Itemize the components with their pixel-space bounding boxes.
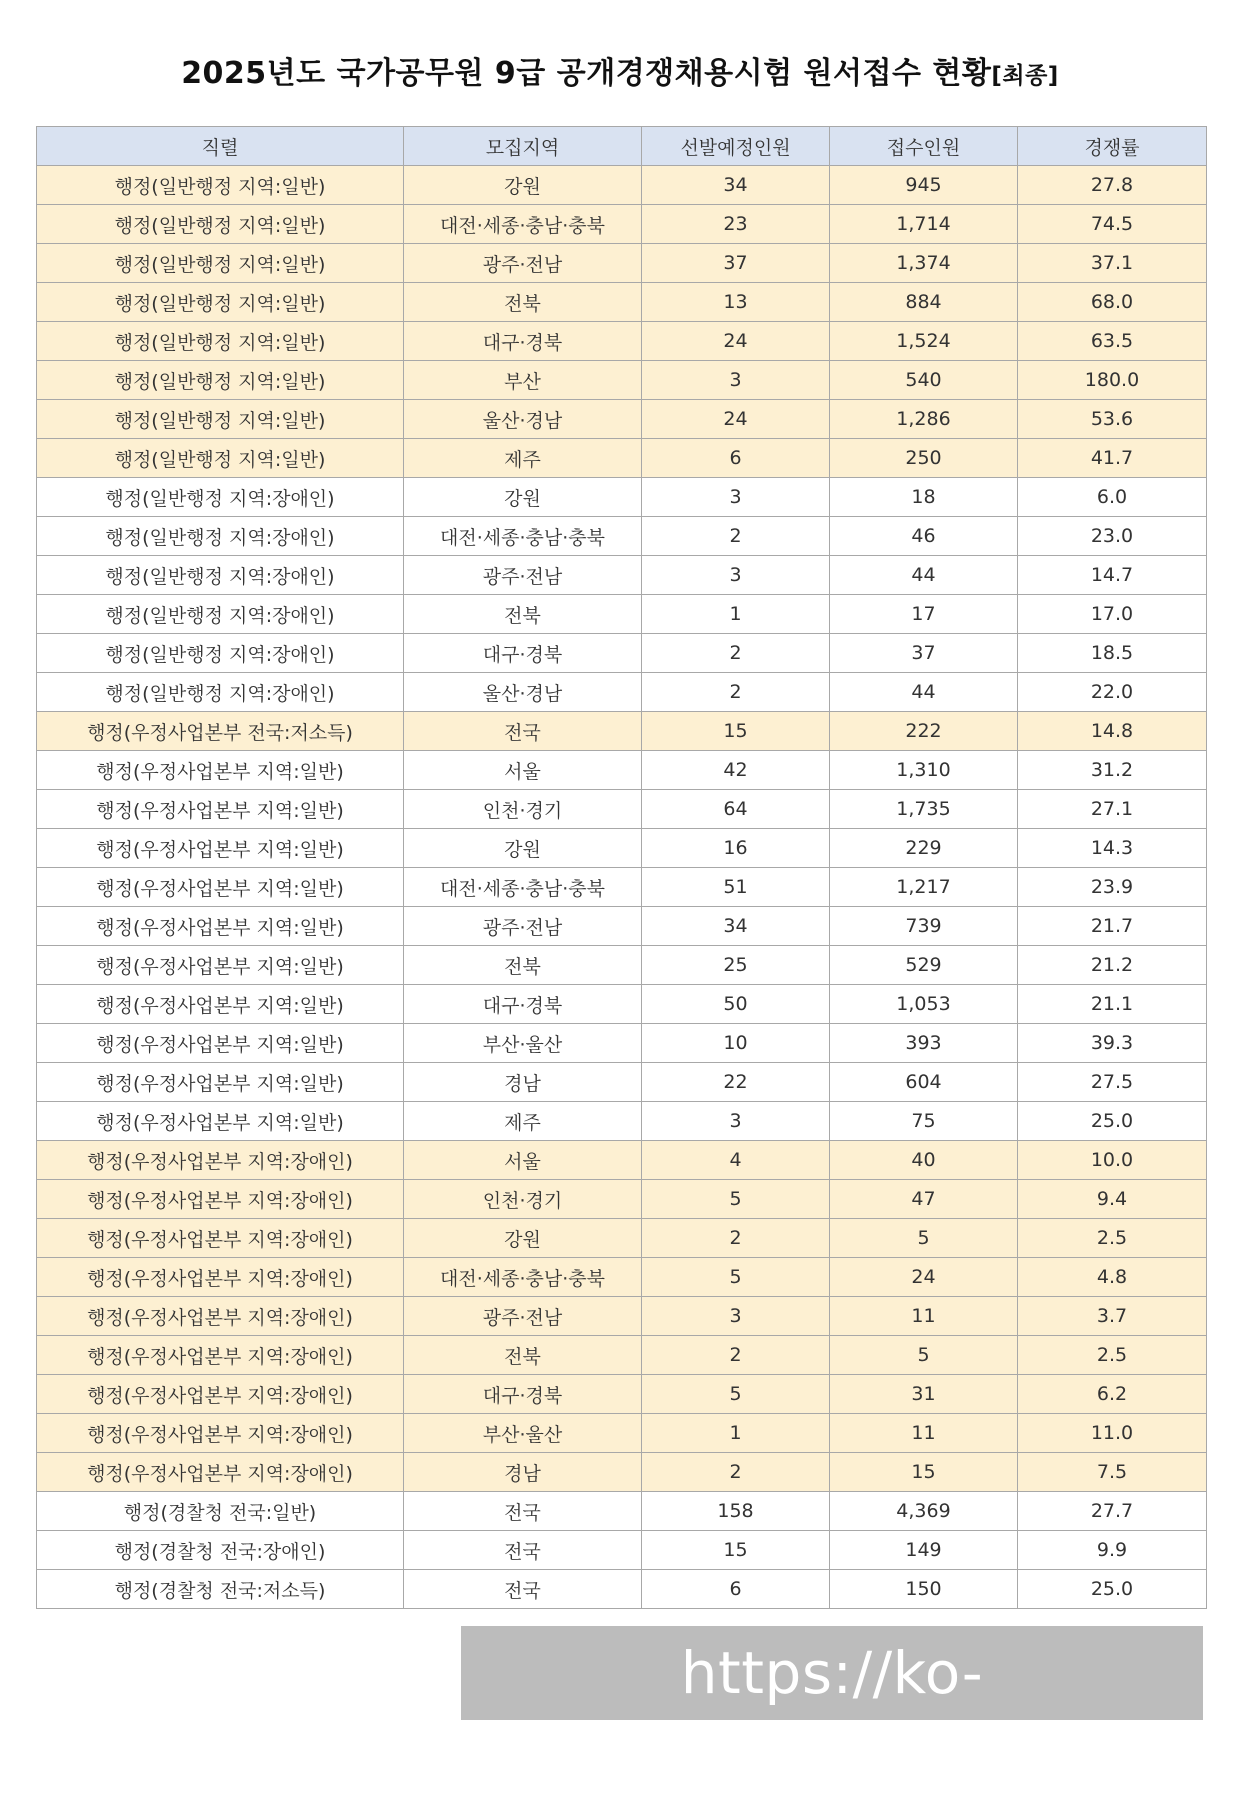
cell-ratio: 2.5 (1018, 1219, 1207, 1258)
cell-applicants: 1,714 (830, 205, 1018, 244)
cell-region: 전국 (404, 1570, 642, 1609)
cell-applicants: 11 (830, 1414, 1018, 1453)
cell-ratio: 6.0 (1018, 478, 1207, 517)
cell-region: 대구·경북 (404, 985, 642, 1024)
cell-applicants: 540 (830, 361, 1018, 400)
cell-planned: 3 (642, 1297, 830, 1336)
cell-series: 행정(우정사업본부 지역:장애인) (37, 1141, 404, 1180)
cell-planned: 16 (642, 829, 830, 868)
table-row (37, 1375, 1207, 1414)
cell-applicants: 1,735 (830, 790, 1018, 829)
cell-region: 대구·경북 (404, 634, 642, 673)
cell-region: 제주 (404, 439, 642, 478)
cell-ratio: 27.8 (1018, 166, 1207, 205)
cell-region: 부산·울산 (404, 1414, 642, 1453)
table-row (37, 907, 1207, 946)
cell-region: 대구·경북 (404, 322, 642, 361)
cell-series: 행정(우정사업본부 지역:일반) (37, 1024, 404, 1063)
table-row (37, 478, 1207, 517)
cell-planned: 2 (642, 634, 830, 673)
cell-series: 행정(우정사업본부 지역:장애인) (37, 1336, 404, 1375)
table-row (37, 439, 1207, 478)
cell-planned: 1 (642, 595, 830, 634)
cell-planned: 15 (642, 1531, 830, 1570)
cell-ratio: 31.2 (1018, 751, 1207, 790)
cell-region: 대전·세종·충남·충북 (404, 868, 642, 907)
cell-region: 광주·전남 (404, 1297, 642, 1336)
cell-planned: 34 (642, 907, 830, 946)
cell-series: 행정(우정사업본부 지역:장애인) (37, 1219, 404, 1258)
cell-planned: 2 (642, 1453, 830, 1492)
cell-region: 전국 (404, 1531, 642, 1570)
cell-series: 행정(우정사업본부 지역:장애인) (37, 1414, 404, 1453)
header-applicants: 접수인원 (830, 127, 1018, 166)
cell-planned: 2 (642, 1219, 830, 1258)
cell-ratio: 37.1 (1018, 244, 1207, 283)
cell-planned: 24 (642, 322, 830, 361)
table-row (37, 1258, 1207, 1297)
cell-ratio: 53.6 (1018, 400, 1207, 439)
cell-ratio: 74.5 (1018, 205, 1207, 244)
table-row (37, 361, 1207, 400)
cell-region: 강원 (404, 1219, 642, 1258)
table-row (37, 517, 1207, 556)
cell-applicants: 529 (830, 946, 1018, 985)
cell-region: 경남 (404, 1063, 642, 1102)
cell-planned: 6 (642, 1570, 830, 1609)
table-row (37, 1219, 1207, 1258)
cell-applicants: 1,286 (830, 400, 1018, 439)
cell-region: 전국 (404, 1492, 642, 1531)
cell-applicants: 47 (830, 1180, 1018, 1219)
cell-applicants: 15 (830, 1453, 1018, 1492)
cell-ratio: 17.0 (1018, 595, 1207, 634)
cell-series: 행정(우정사업본부 전국:저소득) (37, 712, 404, 751)
cell-planned: 42 (642, 751, 830, 790)
table-row (37, 1102, 1207, 1141)
table-row (37, 205, 1207, 244)
cell-region: 인천·경기 (404, 790, 642, 829)
table-row (37, 1297, 1207, 1336)
cell-planned: 15 (642, 712, 830, 751)
cell-applicants: 11 (830, 1297, 1018, 1336)
cell-applicants: 884 (830, 283, 1018, 322)
cell-ratio: 10.0 (1018, 1141, 1207, 1180)
cell-planned: 158 (642, 1492, 830, 1531)
table-row (37, 1570, 1207, 1609)
header-ratio: 경쟁률 (1018, 127, 1207, 166)
cell-region: 전북 (404, 283, 642, 322)
cell-ratio: 2.5 (1018, 1336, 1207, 1375)
cell-planned: 5 (642, 1375, 830, 1414)
cell-series: 행정(우정사업본부 지역:장애인) (37, 1258, 404, 1297)
cell-planned: 4 (642, 1141, 830, 1180)
cell-planned: 3 (642, 556, 830, 595)
cell-applicants: 75 (830, 1102, 1018, 1141)
cell-ratio: 6.2 (1018, 1375, 1207, 1414)
cell-ratio: 68.0 (1018, 283, 1207, 322)
cell-ratio: 11.0 (1018, 1414, 1207, 1453)
cell-series: 행정(일반행정 지역:장애인) (37, 478, 404, 517)
table-row (37, 1414, 1207, 1453)
table-row (37, 595, 1207, 634)
title-suffix: [최종] (991, 63, 1059, 89)
cell-planned: 1 (642, 1414, 830, 1453)
cell-region: 부산 (404, 361, 642, 400)
cell-region: 전북 (404, 1336, 642, 1375)
cell-series: 행정(일반행정 지역:일반) (37, 322, 404, 361)
cell-series: 행정(일반행정 지역:장애인) (37, 517, 404, 556)
cell-region: 부산·울산 (404, 1024, 642, 1063)
cell-region: 서울 (404, 1141, 642, 1180)
cell-series: 행정(일반행정 지역:장애인) (37, 634, 404, 673)
cell-planned: 6 (642, 439, 830, 478)
cell-region: 강원 (404, 166, 642, 205)
table-row (37, 322, 1207, 361)
cell-applicants: 44 (830, 673, 1018, 712)
title-main: 2025년도 국가공무원 9급 공개경쟁채용시험 원서접수 현황 (181, 56, 992, 91)
cell-ratio: 25.0 (1018, 1570, 1207, 1609)
table-row (37, 1141, 1207, 1180)
cell-planned: 25 (642, 946, 830, 985)
cell-ratio: 23.9 (1018, 868, 1207, 907)
cell-ratio: 180.0 (1018, 361, 1207, 400)
cell-applicants: 5 (830, 1336, 1018, 1375)
cell-planned: 3 (642, 1102, 830, 1141)
table-header-row (37, 127, 1207, 166)
cell-region: 광주·전남 (404, 244, 642, 283)
header-planned: 선발예정인원 (642, 127, 830, 166)
cell-series: 행정(일반행정 지역:일반) (37, 361, 404, 400)
table-row (37, 712, 1207, 751)
cell-region: 대전·세종·충남·충북 (404, 205, 642, 244)
cell-series: 행정(일반행정 지역:장애인) (37, 595, 404, 634)
cell-planned: 3 (642, 361, 830, 400)
cell-series: 행정(우정사업본부 지역:일반) (37, 946, 404, 985)
cell-applicants: 229 (830, 829, 1018, 868)
cell-applicants: 4,369 (830, 1492, 1018, 1531)
cell-series: 행정(우정사업본부 지역:일반) (37, 829, 404, 868)
cell-applicants: 31 (830, 1375, 1018, 1414)
cell-planned: 34 (642, 166, 830, 205)
cell-series: 행정(우정사업본부 지역:일반) (37, 907, 404, 946)
cell-planned: 13 (642, 283, 830, 322)
cell-series: 행정(우정사업본부 지역:장애인) (37, 1453, 404, 1492)
cell-ratio: 23.0 (1018, 517, 1207, 556)
cell-applicants: 40 (830, 1141, 1018, 1180)
table-row (37, 868, 1207, 907)
cell-ratio: 41.7 (1018, 439, 1207, 478)
cell-ratio: 27.1 (1018, 790, 1207, 829)
cell-series: 행정(경찰청 전국:장애인) (37, 1531, 404, 1570)
cell-region: 전북 (404, 946, 642, 985)
cell-planned: 37 (642, 244, 830, 283)
header-series: 직렬 (37, 127, 404, 166)
cell-applicants: 150 (830, 1570, 1018, 1609)
table-row (37, 556, 1207, 595)
cell-ratio: 7.5 (1018, 1453, 1207, 1492)
cell-region: 서울 (404, 751, 642, 790)
cell-series: 행정(우정사업본부 지역:장애인) (37, 1297, 404, 1336)
cell-applicants: 945 (830, 166, 1018, 205)
table-row (37, 244, 1207, 283)
cell-applicants: 1,310 (830, 751, 1018, 790)
table-row (37, 829, 1207, 868)
cell-ratio: 21.7 (1018, 907, 1207, 946)
cell-region: 전북 (404, 595, 642, 634)
cell-applicants: 149 (830, 1531, 1018, 1570)
cell-series: 행정(우정사업본부 지역:일반) (37, 868, 404, 907)
table-row (37, 790, 1207, 829)
cell-region: 경남 (404, 1453, 642, 1492)
cell-region: 인천·경기 (404, 1180, 642, 1219)
cell-series: 행정(일반행정 지역:일반) (37, 439, 404, 478)
cell-ratio: 22.0 (1018, 673, 1207, 712)
cell-series: 행정(우정사업본부 지역:일반) (37, 1102, 404, 1141)
cell-planned: 3 (642, 478, 830, 517)
cell-series: 행정(우정사업본부 지역:장애인) (37, 1180, 404, 1219)
table-row (37, 1024, 1207, 1063)
cell-applicants: 1,217 (830, 868, 1018, 907)
cell-applicants: 24 (830, 1258, 1018, 1297)
table-row (37, 985, 1207, 1024)
cell-applicants: 1,053 (830, 985, 1018, 1024)
cell-applicants: 37 (830, 634, 1018, 673)
cell-planned: 2 (642, 517, 830, 556)
cell-series: 행정(일반행정 지역:일반) (37, 166, 404, 205)
cell-region: 대전·세종·충남·충북 (404, 1258, 642, 1297)
cell-applicants: 739 (830, 907, 1018, 946)
table-row (37, 283, 1207, 322)
cell-applicants: 393 (830, 1024, 1018, 1063)
table-row (37, 1453, 1207, 1492)
table-row (37, 673, 1207, 712)
cell-planned: 5 (642, 1258, 830, 1297)
table-row (37, 751, 1207, 790)
table-row (37, 1180, 1207, 1219)
cell-region: 제주 (404, 1102, 642, 1141)
cell-ratio: 21.2 (1018, 946, 1207, 985)
header-region: 모집지역 (404, 127, 642, 166)
cell-ratio: 39.3 (1018, 1024, 1207, 1063)
table-row (37, 1063, 1207, 1102)
cell-planned: 10 (642, 1024, 830, 1063)
cell-region: 강원 (404, 478, 642, 517)
cell-applicants: 1,524 (830, 322, 1018, 361)
cell-applicants: 222 (830, 712, 1018, 751)
cell-series: 행정(경찰청 전국:저소득) (37, 1570, 404, 1609)
table-row (37, 946, 1207, 985)
cell-planned: 64 (642, 790, 830, 829)
cell-planned: 22 (642, 1063, 830, 1102)
cell-series: 행정(일반행정 지역:장애인) (37, 556, 404, 595)
cell-series: 행정(일반행정 지역:일반) (37, 283, 404, 322)
cell-planned: 24 (642, 400, 830, 439)
cell-ratio: 14.8 (1018, 712, 1207, 751)
table-body (37, 166, 1207, 1609)
cell-ratio: 63.5 (1018, 322, 1207, 361)
application-status-table (36, 126, 1207, 1609)
table-row (37, 1336, 1207, 1375)
cell-applicants: 5 (830, 1219, 1018, 1258)
cell-ratio: 3.7 (1018, 1297, 1207, 1336)
cell-series: 행정(우정사업본부 지역:일반) (37, 1063, 404, 1102)
cell-applicants: 17 (830, 595, 1018, 634)
cell-planned: 50 (642, 985, 830, 1024)
cell-series: 행정(경찰청 전국:일반) (37, 1492, 404, 1531)
cell-region: 강원 (404, 829, 642, 868)
cell-series: 행정(일반행정 지역:일반) (37, 400, 404, 439)
cell-ratio: 14.7 (1018, 556, 1207, 595)
cell-planned: 5 (642, 1180, 830, 1219)
cell-ratio: 27.5 (1018, 1063, 1207, 1102)
cell-ratio: 9.9 (1018, 1531, 1207, 1570)
table-row (37, 1531, 1207, 1570)
cell-series: 행정(일반행정 지역:일반) (37, 205, 404, 244)
table-row (37, 1492, 1207, 1531)
cell-applicants: 1,374 (830, 244, 1018, 283)
cell-series: 행정(우정사업본부 지역:일반) (37, 790, 404, 829)
cell-ratio: 25.0 (1018, 1102, 1207, 1141)
cell-ratio: 14.3 (1018, 829, 1207, 868)
cell-planned: 2 (642, 1336, 830, 1375)
table-row (37, 400, 1207, 439)
cell-applicants: 604 (830, 1063, 1018, 1102)
cell-ratio: 18.5 (1018, 634, 1207, 673)
cell-region: 대구·경북 (404, 1375, 642, 1414)
cell-ratio: 4.8 (1018, 1258, 1207, 1297)
cell-region: 대전·세종·충남·충북 (404, 517, 642, 556)
cell-series: 행정(일반행정 지역:일반) (37, 244, 404, 283)
table-row (37, 634, 1207, 673)
cell-planned: 2 (642, 673, 830, 712)
cell-region: 광주·전남 (404, 907, 642, 946)
cell-region: 울산·경남 (404, 673, 642, 712)
cell-applicants: 18 (830, 478, 1018, 517)
watermark-url: https://ko-lang.tistory.com (461, 1626, 1203, 1720)
cell-ratio: 9.4 (1018, 1180, 1207, 1219)
cell-planned: 23 (642, 205, 830, 244)
cell-region: 광주·전남 (404, 556, 642, 595)
cell-series: 행정(우정사업본부 지역:일반) (37, 751, 404, 790)
cell-applicants: 250 (830, 439, 1018, 478)
cell-planned: 51 (642, 868, 830, 907)
cell-applicants: 46 (830, 517, 1018, 556)
page-title (0, 48, 1240, 92)
cell-region: 울산·경남 (404, 400, 642, 439)
cell-series: 행정(일반행정 지역:장애인) (37, 673, 404, 712)
cell-ratio: 21.1 (1018, 985, 1207, 1024)
table-row (37, 166, 1207, 205)
cell-ratio: 27.7 (1018, 1492, 1207, 1531)
cell-series: 행정(우정사업본부 지역:일반) (37, 985, 404, 1024)
cell-region: 전국 (404, 712, 642, 751)
cell-series: 행정(우정사업본부 지역:장애인) (37, 1375, 404, 1414)
cell-applicants: 44 (830, 556, 1018, 595)
